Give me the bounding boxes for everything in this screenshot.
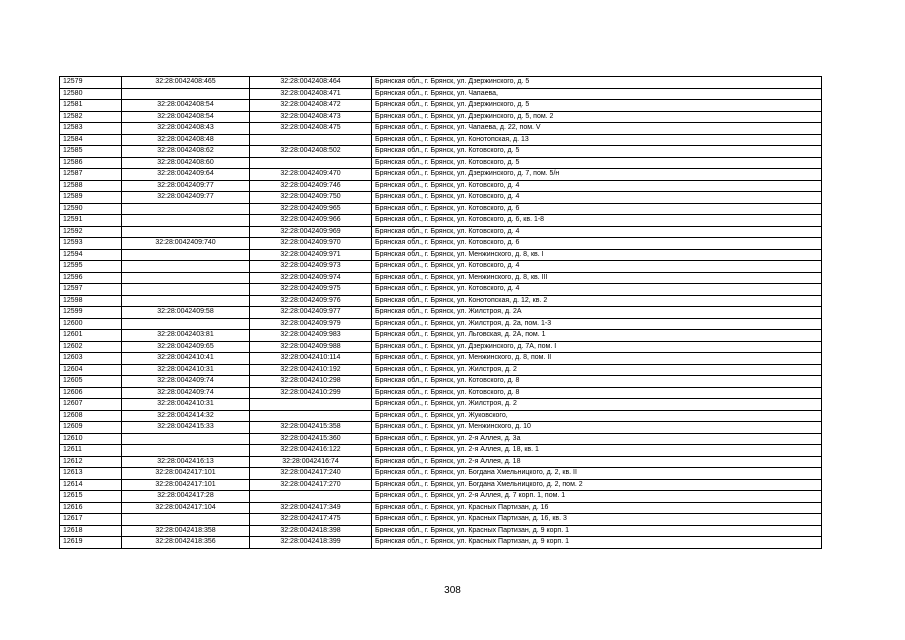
row-number-cell: 12580: [60, 88, 122, 100]
address-cell: Брянская обл., г. Брянск, ул. Жилстроя, д. 2А: [372, 307, 822, 319]
row-number-cell: 12596: [60, 272, 122, 284]
table-row: [60, 479, 822, 491]
cadastral-number-cell: 32:28:0042410:298: [250, 376, 372, 388]
cadastral-number-cell: [122, 226, 250, 238]
table-row: [60, 445, 822, 457]
row-number-cell: 12586: [60, 157, 122, 169]
cadastral-number-cell: 32:28:0042409:971: [250, 249, 372, 261]
cadastral-number-cell: 32:28:0042408:48: [122, 134, 250, 146]
cadastral-number-cell: 32:28:0042409:74: [122, 376, 250, 388]
table-row: [60, 468, 822, 480]
address-cell: Брянская обл., г. Брянск, ул. Менжинского, д. 10: [372, 422, 822, 434]
cadastral-number-cell: 32:28:0042408:472: [250, 100, 372, 112]
row-number-cell: 12616: [60, 502, 122, 514]
cadastral-number-cell: 32:28:0042417:349: [250, 502, 372, 514]
table-row: [60, 307, 822, 319]
address-cell: Брянская обл., г. Брянск, ул. Богдана Хмельницкого, д. 2, пом. 2: [372, 479, 822, 491]
cadastral-number-cell: [122, 272, 250, 284]
cadastral-number-cell: 32:28:0042403:81: [122, 330, 250, 342]
row-number-cell: 12583: [60, 123, 122, 135]
table-row: [60, 433, 822, 445]
row-number-cell: 12607: [60, 399, 122, 411]
cadastral-number-cell: 32:28:0042409:979: [250, 318, 372, 330]
table-row: [60, 341, 822, 353]
cadastral-number-cell: [122, 318, 250, 330]
table-row: [60, 525, 822, 537]
table-row: [60, 376, 822, 388]
cadastral-number-cell: 32:28:0042409:976: [250, 295, 372, 307]
table-row: [60, 261, 822, 273]
cadastral-number-cell: [122, 284, 250, 296]
table-row: [60, 169, 822, 181]
address-cell: Брянская обл., г. Брянск, ул. Менжинского, д. 8, пом. II: [372, 353, 822, 365]
address-cell: Брянская обл., г. Брянск, ул. Красных Партизан, д. 16: [372, 502, 822, 514]
cadastral-number-cell: [250, 410, 372, 422]
cadastral-number-cell: [122, 203, 250, 215]
table-row: [60, 284, 822, 296]
table-row: [60, 387, 822, 399]
table-row: [60, 272, 822, 284]
cadastral-number-cell: 32:28:0042409:64: [122, 169, 250, 181]
row-number-cell: 12584: [60, 134, 122, 146]
row-number-cell: 12609: [60, 422, 122, 434]
table-row: [60, 238, 822, 250]
cadastral-number-cell: 32:28:0042417:240: [250, 468, 372, 480]
cadastral-number-cell: 32:28:0042416:74: [250, 456, 372, 468]
cadastral-number-cell: [122, 261, 250, 273]
address-cell: Брянская обл., г. Брянск, ул. Льговская, д. 2А, пом. 1: [372, 330, 822, 342]
row-number-cell: 12587: [60, 169, 122, 181]
row-number-cell: 12585: [60, 146, 122, 158]
row-number-cell: 12588: [60, 180, 122, 192]
row-number-cell: 12605: [60, 376, 122, 388]
cadastral-number-cell: 32:28:0042415:358: [250, 422, 372, 434]
row-number-cell: 12591: [60, 215, 122, 227]
row-number-cell: 12600: [60, 318, 122, 330]
cadastral-number-cell: 32:28:0042409:970: [250, 238, 372, 250]
table-row: [60, 146, 822, 158]
cadastral-number-cell: 32:28:0042408:473: [250, 111, 372, 123]
registry-table: [59, 76, 822, 549]
cadastral-number-cell: 32:28:0042418:398: [250, 525, 372, 537]
table-row: [60, 123, 822, 135]
cadastral-number-cell: 32:28:0042414:32: [122, 410, 250, 422]
row-number-cell: 12594: [60, 249, 122, 261]
cadastral-number-cell: 32:28:0042408:502: [250, 146, 372, 158]
row-number-cell: 12590: [60, 203, 122, 215]
cadastral-number-cell: [250, 399, 372, 411]
row-number-cell: 12582: [60, 111, 122, 123]
table-row: [60, 410, 822, 422]
address-cell: Брянская обл., г. Брянск, ул. Дзержинского, д. 5: [372, 100, 822, 112]
table-row: [60, 157, 822, 169]
address-cell: Брянская обл., г. Брянск, ул. Котовского, д. 8: [372, 376, 822, 388]
cadastral-number-cell: 32:28:0042417:475: [250, 514, 372, 526]
table-row: [60, 88, 822, 100]
row-number-cell: 12618: [60, 525, 122, 537]
table-row: [60, 100, 822, 112]
address-cell: Брянская обл., г. Брянск, ул. Конотопская, д. 13: [372, 134, 822, 146]
address-cell: Брянская обл., г. Брянск, ул. Котовского, д. 4: [372, 261, 822, 273]
table-row: [60, 226, 822, 238]
address-cell: Брянская обл., г. Брянск, ул. Котовского, д. 8: [372, 387, 822, 399]
table-row: [60, 330, 822, 342]
cadastral-number-cell: 32:28:0042408:54: [122, 100, 250, 112]
row-number-cell: 12604: [60, 364, 122, 376]
table-row: [60, 537, 822, 549]
address-cell: Брянская обл., г. Брянск, ул. Дзержинского, д. 7, пом. 5/н: [372, 169, 822, 181]
table-row: [60, 456, 822, 468]
cadastral-number-cell: 32:28:0042408:471: [250, 88, 372, 100]
address-cell: Брянская обл., г. Брянск, ул. Котовского, д. 4: [372, 180, 822, 192]
cadastral-number-cell: 32:28:0042409:740: [122, 238, 250, 250]
row-number-cell: 12606: [60, 387, 122, 399]
cadastral-number-cell: [122, 215, 250, 227]
row-number-cell: 12612: [60, 456, 122, 468]
address-cell: Брянская обл., г. Брянск, ул. Богдана Хмельницкого, д. 2, кв. II: [372, 468, 822, 480]
row-number-cell: 12597: [60, 284, 122, 296]
table-row: [60, 215, 822, 227]
address-cell: Брянская обл., г. Брянск, ул. Котовского, д. 5: [372, 146, 822, 158]
cadastral-number-cell: 32:28:0042408:62: [122, 146, 250, 158]
cadastral-number-cell: 32:28:0042409:974: [250, 272, 372, 284]
cadastral-number-cell: 32:28:0042408:465: [122, 77, 250, 89]
address-cell: Брянская обл., г. Брянск, ул. Котовского, д. 6: [372, 238, 822, 250]
address-cell: Брянская обл., г. Брянск, ул. Котовского, д. 4: [372, 192, 822, 204]
cadastral-number-cell: [122, 88, 250, 100]
cadastral-number-cell: 32:28:0042409:973: [250, 261, 372, 273]
cadastral-number-cell: 32:28:0042416:122: [250, 445, 372, 457]
address-cell: Брянская обл., г. Брянск, ул. Жилстроя, д. 2а, пом. 1-3: [372, 318, 822, 330]
cadastral-number-cell: 32:28:0042410:31: [122, 364, 250, 376]
cadastral-number-cell: 32:28:0042410:31: [122, 399, 250, 411]
table-row: [60, 180, 822, 192]
cadastral-number-cell: 32:28:0042410:192: [250, 364, 372, 376]
cadastral-number-cell: 32:28:0042415:33: [122, 422, 250, 434]
cadastral-number-cell: [250, 157, 372, 169]
cadastral-number-cell: 32:28:0042417:101: [122, 468, 250, 480]
cadastral-number-cell: 32:28:0042410:299: [250, 387, 372, 399]
cadastral-number-cell: 32:28:0042408:43: [122, 123, 250, 135]
table-row: [60, 249, 822, 261]
row-number-cell: 12608: [60, 410, 122, 422]
cadastral-number-cell: 32:28:0042409:966: [250, 215, 372, 227]
cadastral-number-cell: 32:28:0042408:60: [122, 157, 250, 169]
registry-table-body: [60, 77, 822, 549]
cadastral-number-cell: 32:28:0042409:58: [122, 307, 250, 319]
row-number-cell: 12603: [60, 353, 122, 365]
table-row: [60, 399, 822, 411]
page-number: 308: [444, 585, 461, 596]
address-cell: Брянская обл., г. Брянск, ул. 2-я Аллея, д. 7 корп. 1, пом. 1: [372, 491, 822, 503]
address-cell: Брянская обл., г. Брянск, ул. Котовского, д. 4: [372, 226, 822, 238]
cadastral-number-cell: 32:28:0042409:969: [250, 226, 372, 238]
address-cell: Брянская обл., г. Брянск, ул. Чапаева, д. 22, пом. V: [372, 123, 822, 135]
row-number-cell: 12601: [60, 330, 122, 342]
cadastral-number-cell: 32:28:0042409:74: [122, 387, 250, 399]
address-cell: Брянская обл., г. Брянск, ул. Конотопская, д. 12, кв. 2: [372, 295, 822, 307]
cadastral-number-cell: 32:28:0042408:475: [250, 123, 372, 135]
address-cell: Брянская обл., г. Брянск, ул. Жуковского,: [372, 410, 822, 422]
row-number-cell: 12613: [60, 468, 122, 480]
cadastral-number-cell: 32:28:0042409:77: [122, 192, 250, 204]
address-cell: Брянская обл., г. Брянск, ул. Котовского, д. 6: [372, 203, 822, 215]
row-number-cell: 12615: [60, 491, 122, 503]
address-cell: Брянская обл., г. Брянск, ул. Дзержинского, д. 7А, пом. I: [372, 341, 822, 353]
table-row: [60, 491, 822, 503]
address-cell: Брянская обл., г. Брянск, ул. Дзержинского, д. 5: [372, 77, 822, 89]
row-number-cell: 12602: [60, 341, 122, 353]
address-cell: Брянская обл., г. Брянск, ул. Красных Партизан, д. 16, кв. 3: [372, 514, 822, 526]
cadastral-number-cell: [122, 433, 250, 445]
cadastral-number-cell: 32:28:0042409:975: [250, 284, 372, 296]
cadastral-number-cell: 32:28:0042409:988: [250, 341, 372, 353]
table-row: [60, 203, 822, 215]
row-number-cell: 12617: [60, 514, 122, 526]
row-number-cell: 12589: [60, 192, 122, 204]
cadastral-number-cell: 32:28:0042409:965: [250, 203, 372, 215]
table-row: [60, 77, 822, 89]
cadastral-number-cell: 32:28:0042409:65: [122, 341, 250, 353]
cadastral-number-cell: 32:28:0042409:983: [250, 330, 372, 342]
cadastral-number-cell: 32:28:0042417:28: [122, 491, 250, 503]
address-cell: Брянская обл., г. Брянск, ул. Жилстроя, д. 2: [372, 399, 822, 411]
address-cell: Брянская обл., г. Брянск, ул. Жилстроя, д. 2: [372, 364, 822, 376]
cadastral-number-cell: 32:28:0042417:101: [122, 479, 250, 491]
address-cell: Брянская обл., г. Брянск, ул. Красных Партизан, д. 9 корп. 1: [372, 525, 822, 537]
row-number-cell: 12595: [60, 261, 122, 273]
cadastral-number-cell: [250, 491, 372, 503]
cadastral-number-cell: [250, 134, 372, 146]
row-number-cell: 12610: [60, 433, 122, 445]
row-number-cell: 12593: [60, 238, 122, 250]
cadastral-number-cell: 32:28:0042417:270: [250, 479, 372, 491]
cadastral-number-cell: [122, 445, 250, 457]
row-number-cell: 12614: [60, 479, 122, 491]
table-row: [60, 502, 822, 514]
address-cell: Брянская обл., г. Брянск, ул. Котовского, д. 4: [372, 284, 822, 296]
table-row: [60, 422, 822, 434]
cadastral-number-cell: 32:28:0042410:41: [122, 353, 250, 365]
address-cell: Брянская обл., г. Брянск, ул. 2-я Аллея, д. 3а: [372, 433, 822, 445]
cadastral-number-cell: 32:28:0042409:77: [122, 180, 250, 192]
cadastral-number-cell: 32:28:0042416:13: [122, 456, 250, 468]
cadastral-number-cell: 32:28:0042415:360: [250, 433, 372, 445]
cadastral-number-cell: 32:28:0042409:746: [250, 180, 372, 192]
address-cell: Брянская обл., г. Брянск, ул. Чапаева,: [372, 88, 822, 100]
table-row: [60, 192, 822, 204]
cadastral-number-cell: 32:28:0042408:464: [250, 77, 372, 89]
cadastral-number-cell: [122, 514, 250, 526]
table-row: [60, 134, 822, 146]
table-row: [60, 353, 822, 365]
address-cell: Брянская обл., г. Брянск, ул. Красных Партизан, д. 9 корп. 1: [372, 537, 822, 549]
table-row: [60, 364, 822, 376]
cadastral-number-cell: [122, 249, 250, 261]
table-row: [60, 295, 822, 307]
cadastral-number-cell: 32:28:0042409:470: [250, 169, 372, 181]
table-row: [60, 514, 822, 526]
row-number-cell: 12579: [60, 77, 122, 89]
row-number-cell: 12581: [60, 100, 122, 112]
table-row: [60, 318, 822, 330]
cadastral-number-cell: 32:28:0042409:977: [250, 307, 372, 319]
cadastral-number-cell: [122, 295, 250, 307]
cadastral-number-cell: 32:28:0042418:356: [122, 537, 250, 549]
table-row: [60, 111, 822, 123]
address-cell: Брянская обл., г. Брянск, ул. Котовского, д. 6, кв. 1-8: [372, 215, 822, 227]
address-cell: Брянская обл., г. Брянск, ул. Менжинского, д. 8, кв. III: [372, 272, 822, 284]
cadastral-number-cell: 32:28:0042418:358: [122, 525, 250, 537]
row-number-cell: 12598: [60, 295, 122, 307]
cadastral-number-cell: 32:28:0042417:104: [122, 502, 250, 514]
cadastral-number-cell: 32:28:0042410:114: [250, 353, 372, 365]
row-number-cell: 12611: [60, 445, 122, 457]
address-cell: Брянская обл., г. Брянск, ул. Менжинского, д. 8, кв. I: [372, 249, 822, 261]
row-number-cell: 12619: [60, 537, 122, 549]
row-number-cell: 12599: [60, 307, 122, 319]
address-cell: Брянская обл., г. Брянск, ул. 2-я Аллея, д. 18, кв. 1: [372, 445, 822, 457]
cadastral-number-cell: 32:28:0042409:750: [250, 192, 372, 204]
address-cell: Брянская обл., г. Брянск, ул. Дзержинского, д. 5, пом. 2: [372, 111, 822, 123]
address-cell: Брянская обл., г. Брянск, ул. Котовского, д. 5: [372, 157, 822, 169]
cadastral-number-cell: 32:28:0042418:399: [250, 537, 372, 549]
address-cell: Брянская обл., г. Брянск, ул. 2-я Аллея, д. 18: [372, 456, 822, 468]
row-number-cell: 12592: [60, 226, 122, 238]
cadastral-number-cell: 32:28:0042408:54: [122, 111, 250, 123]
